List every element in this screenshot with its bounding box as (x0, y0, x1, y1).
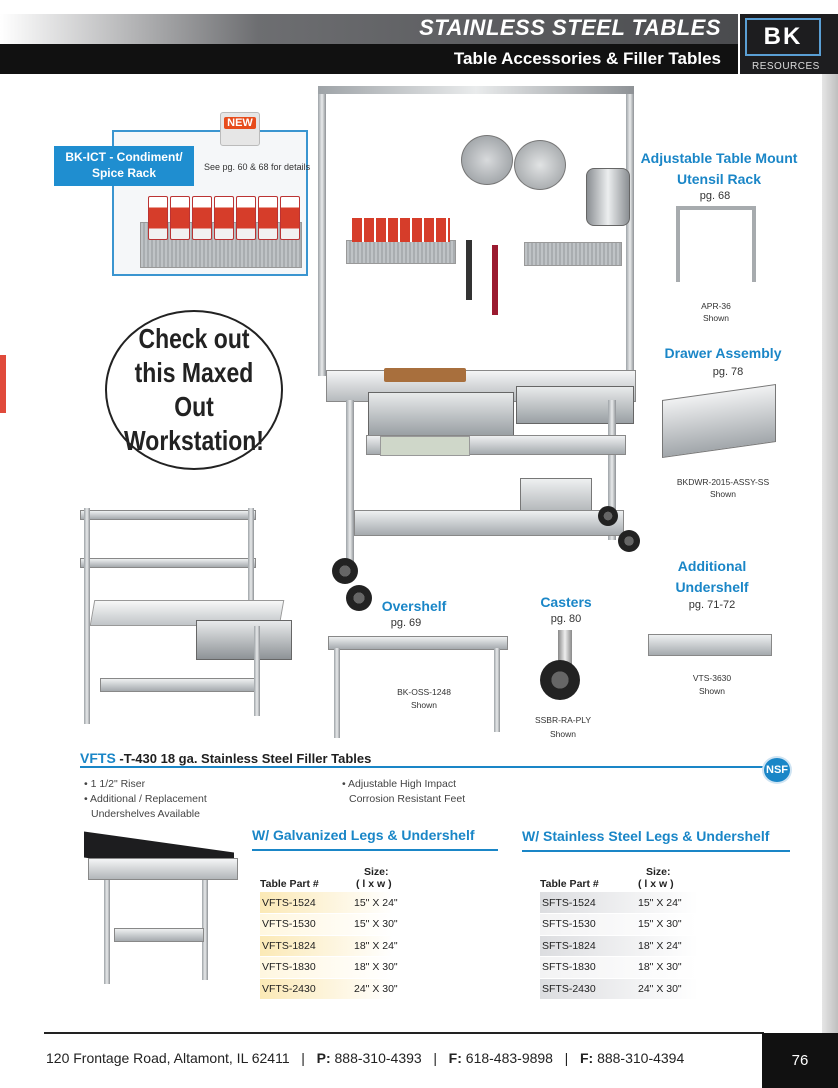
casters-page: pg. 80 (550, 613, 582, 625)
part-cell: SFTS-1830 (540, 957, 636, 979)
part-cell: SFTS-1530 (540, 914, 636, 936)
galvanized-divider (252, 849, 498, 851)
utensil-rack-title: Adjustable Table Mount Utensil Rack (640, 150, 798, 187)
cutting-boards (380, 436, 470, 456)
vfts-bullets-left (84, 777, 207, 822)
drawer-shown: Shown (710, 489, 736, 499)
caster-wheel (598, 506, 618, 526)
page-edge-decoration (822, 74, 838, 1034)
spice-jar (280, 196, 300, 240)
part-cell: VFTS-1524 (260, 892, 352, 914)
bullet-undershelves-cont: Undershelves Available (91, 808, 200, 820)
col-size-sub: ( l x w ) (638, 878, 674, 890)
callout-text: Check out this Maxed Out Workstation! (124, 323, 264, 456)
table-row (260, 935, 482, 957)
filler-leg (104, 880, 110, 984)
part-cell: VFTS-1824 (260, 935, 352, 957)
vfts-title (80, 750, 371, 766)
vfts-desc: -T-430 18 ga. Stainless Steel Filler Tables (119, 751, 372, 766)
page-title: STAINLESS STEEL TABLES (419, 15, 721, 40)
part-cell: SFTS-1524 (540, 892, 636, 914)
logo-subtext: RESOURCES (752, 61, 820, 72)
new-badge (220, 112, 260, 146)
table-row (260, 892, 482, 914)
footer-separator: | (564, 1050, 569, 1066)
bullet-undershelves: • Additional / Replacement (84, 793, 207, 805)
col-size-label: Size: (646, 866, 671, 878)
size-cell: 18" X 30" (352, 957, 482, 979)
vfts-code: VFTS (80, 750, 116, 766)
vfts-divider (80, 766, 768, 768)
galvanized-table (260, 866, 482, 1000)
part-cell: SFTS-1824 (540, 935, 636, 957)
table-row (540, 957, 766, 979)
drawer-title: Drawer Assembly (664, 345, 782, 361)
footer-contact (46, 1050, 684, 1066)
new-badge-text: NEW (224, 117, 256, 129)
undershelf-title: Additional Undershelf (675, 558, 749, 595)
cutting-board (384, 368, 466, 382)
part-cell: VFTS-2430 (260, 978, 352, 1000)
col-part-header: Table Part # (260, 878, 319, 890)
size-cell: 15" X 24" (636, 892, 766, 914)
spice-jar (148, 196, 168, 240)
drawer-part: BKDWR-2015-ASSY-SS (676, 477, 770, 487)
casters-title: Casters (540, 594, 592, 610)
size-cell: 24" X 30" (352, 978, 482, 1000)
bottom-undershelf (354, 510, 624, 536)
col-size-header (636, 866, 766, 892)
utensil (492, 245, 498, 315)
pan (461, 135, 513, 185)
spice-jar (236, 196, 256, 240)
casters-part: SSBR-RA-PLY (534, 715, 592, 725)
upright-post (626, 86, 634, 376)
overshelf-image (328, 636, 508, 650)
drawer-image (662, 384, 776, 458)
condiment-rack-note: See pg. 60 & 68 for details (204, 162, 311, 172)
utensil-rack-image (676, 206, 756, 210)
size-cell: 15" X 30" (352, 914, 482, 936)
caster-stem (558, 630, 572, 664)
utensil-rack-leg (676, 206, 680, 282)
col-size-label: Size: (364, 866, 389, 878)
table-row (540, 892, 766, 914)
drawer (196, 620, 292, 660)
table-row (260, 914, 482, 936)
footer-separator: | (433, 1050, 437, 1066)
size-cell: 24" X 30" (636, 978, 766, 1000)
overshelf-leg (334, 648, 340, 738)
overshelf-shown: Shown (411, 700, 437, 710)
part-cell: VFTS-1830 (260, 957, 352, 979)
stainless-heading: W/ Stainless Steel Legs & Undershelf (522, 828, 770, 844)
nsf-badge: NSF (762, 756, 792, 784)
undershelf-part: VTS-3630 (692, 673, 732, 683)
left-leg (84, 508, 90, 724)
stainless-divider (522, 850, 790, 852)
table-with-drawer-image (78, 508, 296, 730)
filler-table-top (88, 858, 238, 880)
table-row (540, 914, 766, 936)
table-leg (346, 400, 354, 570)
col-part-header: Table Part # (540, 878, 599, 890)
utensil-rack-shown: Shown (703, 313, 729, 323)
caster-wheel (346, 585, 372, 611)
galvanized-heading: W/ Galvanized Legs & Undershelf (252, 827, 475, 843)
caster-wheel (332, 558, 358, 584)
footer-divider (44, 1032, 764, 1034)
phone-value: 888-310-4393 (334, 1050, 422, 1066)
table-row (540, 935, 766, 957)
caster-wheel (618, 530, 640, 552)
right-upright (248, 508, 254, 608)
page-number: 76 (762, 1033, 838, 1088)
size-cell: 15" X 30" (636, 914, 766, 936)
spice-jar (192, 196, 212, 240)
produce-basket (524, 242, 622, 266)
undershelf-image (648, 634, 772, 656)
stainless-table (540, 866, 766, 1000)
col-size-sub: ( l x w ) (356, 878, 392, 890)
fax2-value: 888-310-4394 (597, 1050, 685, 1066)
spice-jars (352, 218, 450, 242)
condiment-rack-label: BK-ICT - Condiment/ Spice Rack (54, 146, 194, 186)
workstation-image (316, 80, 646, 620)
filler-undershelf (114, 928, 204, 942)
spice-rack-basket (346, 240, 456, 264)
pan (514, 140, 566, 190)
section-tab-marker (0, 355, 6, 413)
spice-jar (258, 196, 278, 240)
filler-table-image (84, 836, 240, 986)
stock-pot (586, 168, 630, 226)
fax2-label: F: (579, 1050, 594, 1066)
top-crossbar (318, 86, 634, 94)
undershelf (100, 678, 260, 692)
part-cell: SFTS-2430 (540, 978, 636, 1000)
overshelf-leg (494, 648, 500, 732)
overshelf-part: BK-OSS-1248 (397, 687, 451, 697)
table-row (540, 978, 766, 1000)
vfts-bullets-right (342, 777, 465, 807)
undershelf-shown: Shown (699, 686, 725, 696)
upright-post (318, 86, 326, 376)
spice-jar (170, 196, 190, 240)
bullet-feet-cont: Corrosion Resistant Feet (349, 793, 466, 805)
size-cell: 15" X 24" (352, 892, 482, 914)
fax-value: 618-483-9898 (465, 1050, 553, 1066)
footer-address: 120 Frontage Road, Altamont, IL 62411 (46, 1050, 290, 1066)
col-size-header (352, 866, 482, 892)
table-row (260, 957, 482, 979)
phone-label: P: (316, 1050, 331, 1066)
bullet-riser: • 1 1/2" Riser (84, 778, 146, 790)
caster-image (540, 660, 580, 700)
utensil-rack-leg (752, 206, 756, 282)
logo-mark: BK (745, 18, 821, 56)
workstation-callout (105, 310, 283, 470)
casters-shown: Shown (550, 729, 576, 739)
overshelf-lower (80, 558, 256, 568)
overshelf-page: pg. 69 (390, 617, 422, 629)
table-row (260, 978, 482, 1000)
spice-jar (214, 196, 234, 240)
part-cell: VFTS-1530 (260, 914, 352, 936)
drawer-page: pg. 78 (712, 366, 744, 378)
overshelf-top (80, 510, 256, 520)
undershelf-page: pg. 71-72 (688, 599, 736, 611)
size-cell: 18" X 24" (352, 935, 482, 957)
size-cell: 18" X 30" (636, 957, 766, 979)
bullet-feet: • Adjustable High Impact (342, 778, 456, 790)
tongs (466, 240, 472, 300)
drawer-left (368, 392, 514, 436)
utensil-rack-part: APR-36 (701, 301, 731, 311)
fax-label: F: (448, 1050, 462, 1066)
overshelf-title: Overshelf (381, 598, 447, 614)
drawer-right (516, 386, 634, 424)
page-subtitle: Table Accessories & Filler Tables (453, 49, 721, 68)
utensil-rack-page: pg. 68 (699, 190, 731, 202)
footer-separator: | (301, 1050, 305, 1066)
right-leg (254, 626, 260, 716)
size-cell: 18" X 24" (636, 935, 766, 957)
